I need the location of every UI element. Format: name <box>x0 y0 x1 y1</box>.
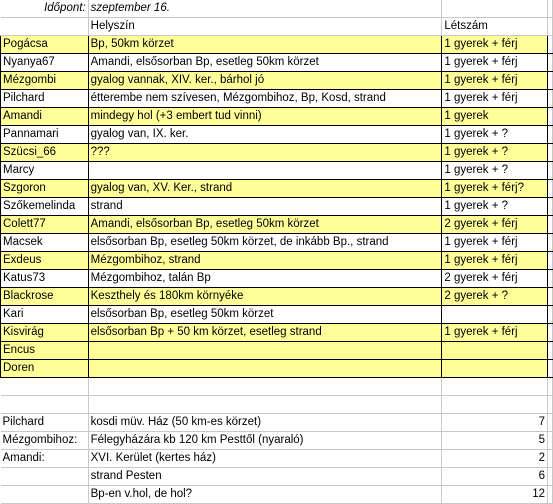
count-cell[interactable]: 1 gyerek <box>442 108 548 126</box>
empty-cell[interactable] <box>548 198 553 216</box>
column-header-place[interactable]: Helyszín <box>88 18 442 36</box>
blank-row <box>1 396 553 414</box>
nickname-cell[interactable]: Szücsi_66 <box>1 144 89 162</box>
table-row <box>1 306 553 324</box>
nickname-cell[interactable]: Macsek <box>1 234 89 252</box>
nickname-cell[interactable]: Pannamari <box>1 126 89 144</box>
empty-cell[interactable] <box>548 252 553 270</box>
summary-row <box>1 468 553 486</box>
empty-cell[interactable] <box>442 396 548 414</box>
empty-cell[interactable] <box>548 18 553 36</box>
nickname-cell[interactable]: Blackrose <box>1 288 89 306</box>
summary-place-cell[interactable]: kosdi müv. Ház (50 km-es körzet) <box>88 414 442 432</box>
place-cell[interactable]: strand <box>88 198 442 216</box>
empty-cell[interactable] <box>548 342 553 360</box>
empty-cell[interactable] <box>548 450 553 468</box>
empty-cell[interactable] <box>548 126 553 144</box>
table-row <box>1 144 553 162</box>
summary-value-cell[interactable]: 5 <box>442 432 548 450</box>
nickname-cell[interactable]: Mézgombi <box>1 72 89 90</box>
empty-cell[interactable] <box>548 468 553 486</box>
date-label-cell[interactable]: Időpont: <box>1 0 89 18</box>
nickname-cell[interactable]: Pogácsa <box>1 36 89 54</box>
count-cell[interactable] <box>442 306 548 324</box>
summary-value-cell[interactable]: 6 <box>442 468 548 486</box>
empty-cell[interactable] <box>548 396 553 414</box>
date-row <box>1 0 553 18</box>
empty-cell[interactable] <box>548 288 553 306</box>
summary-place-cell[interactable]: Félegyházára kb 120 km Pesttől (nyaraló) <box>88 432 442 450</box>
table-row <box>1 126 553 144</box>
place-cell[interactable]: Keszthely és 180km környéke <box>88 288 442 306</box>
summary-value-cell[interactable]: 12 <box>442 486 548 504</box>
empty-cell[interactable] <box>548 72 553 90</box>
table-row <box>1 360 553 378</box>
count-cell[interactable] <box>442 360 548 378</box>
table-row <box>1 216 553 234</box>
summary-label-cell[interactable]: Amandi: <box>1 450 89 468</box>
count-cell[interactable]: 1 gyerek + férj <box>442 72 548 90</box>
nickname-cell[interactable]: Marcy <box>1 162 89 180</box>
empty-cell[interactable] <box>1 378 89 396</box>
empty-cell[interactable] <box>548 360 553 378</box>
summary-row <box>1 432 553 450</box>
table-row <box>1 198 553 216</box>
table-row <box>1 180 553 198</box>
empty-cell[interactable] <box>548 270 553 288</box>
empty-cell[interactable] <box>442 0 548 18</box>
empty-cell[interactable] <box>1 396 89 414</box>
count-cell[interactable]: 1 gyerek + férj <box>442 234 548 252</box>
nickname-cell[interactable]: Exdeus <box>1 252 89 270</box>
empty-cell[interactable] <box>548 324 553 342</box>
summary-value-cell[interactable]: 2 <box>442 450 548 468</box>
nickname-cell[interactable]: Amandi <box>1 108 89 126</box>
table-row <box>1 324 553 342</box>
nickname-cell[interactable]: Colett77 <box>1 216 89 234</box>
table-row <box>1 342 553 360</box>
empty-cell[interactable] <box>88 396 442 414</box>
nickname-cell[interactable]: Szőkemelinda <box>1 198 89 216</box>
place-cell[interactable]: elsősorban Bp + 50 km körzet, esetleg strand <box>88 324 442 342</box>
empty-cell[interactable] <box>548 90 553 108</box>
nickname-cell[interactable]: Pilchard <box>1 90 89 108</box>
empty-cell[interactable] <box>548 306 553 324</box>
empty-cell[interactable] <box>548 0 553 18</box>
table-row <box>1 90 553 108</box>
place-cell[interactable]: Mézgombihoz, strand <box>88 252 442 270</box>
empty-cell[interactable] <box>88 378 442 396</box>
place-cell[interactable]: Bp, 50km körzet <box>88 36 442 54</box>
count-cell[interactable]: 1 gyerek + férj <box>442 36 548 54</box>
count-cell[interactable]: 1 gyerek + férj <box>442 252 548 270</box>
place-cell[interactable]: ??? <box>88 144 442 162</box>
place-cell[interactable] <box>88 360 442 378</box>
count-cell[interactable]: 1 gyerek + ? <box>442 126 548 144</box>
place-cell[interactable] <box>88 342 442 360</box>
nickname-cell[interactable]: Szgoron <box>1 180 89 198</box>
table-row <box>1 36 553 54</box>
table-row <box>1 108 553 126</box>
summary-place-cell[interactable]: XVI. Kerület (kertes ház) <box>88 450 442 468</box>
summary-label-cell[interactable]: Pilchard <box>1 414 89 432</box>
place-cell[interactable]: gyalog vannak, XIV. ker., bárhol jó <box>88 72 442 90</box>
empty-cell[interactable] <box>1 18 89 36</box>
count-cell[interactable]: 2 gyerek + ? <box>442 288 548 306</box>
count-cell[interactable]: 1 gyerek + férj <box>442 54 548 72</box>
place-cell[interactable]: Mézgombihoz, talán Bp <box>88 270 442 288</box>
nickname-cell[interactable]: Doren <box>1 360 89 378</box>
empty-cell[interactable] <box>548 234 553 252</box>
place-cell[interactable]: mindegy hol (+3 embert tud vinni) <box>88 108 442 126</box>
summary-label-cell[interactable] <box>1 468 89 486</box>
table-row <box>1 234 553 252</box>
count-cell[interactable]: 2 gyerek + férj <box>442 216 548 234</box>
place-cell[interactable]: Amandi, elsősorban Bp, esetleg 50km körzet <box>88 54 442 72</box>
empty-cell[interactable] <box>442 378 548 396</box>
summary-label-cell[interactable]: Mézgombihoz: <box>1 432 89 450</box>
summary-label-cell[interactable] <box>1 486 89 504</box>
summary-place-cell[interactable]: Bp-en v.hol, de hol? <box>88 486 442 504</box>
column-header-row <box>1 18 553 36</box>
count-cell[interactable]: 2 gyerek + férj <box>442 270 548 288</box>
blank-row <box>1 378 553 396</box>
place-cell[interactable]: Amandi, elsősorban Bp, esetleg 50km körzet <box>88 216 442 234</box>
place-cell[interactable]: gyalog van, XV. Ker., strand <box>88 180 442 198</box>
place-cell[interactable]: elsősorban Bp, esetleg 50km körzet, de inkább Bp., strand <box>88 234 442 252</box>
column-header-count[interactable]: Létszám <box>442 18 548 36</box>
table-row <box>1 54 553 72</box>
empty-cell[interactable] <box>548 180 553 198</box>
count-cell[interactable]: 1 gyerek + ? <box>442 198 548 216</box>
nickname-cell[interactable]: Encus <box>1 342 89 360</box>
empty-cell[interactable] <box>548 486 553 504</box>
nickname-cell[interactable]: Kisvirág <box>1 324 89 342</box>
empty-cell[interactable] <box>548 432 553 450</box>
count-cell[interactable] <box>442 342 548 360</box>
summary-row <box>1 450 553 468</box>
empty-cell[interactable] <box>548 144 553 162</box>
nickname-cell[interactable]: Kari <box>1 306 89 324</box>
empty-cell[interactable] <box>548 162 553 180</box>
empty-cell[interactable] <box>548 54 553 72</box>
empty-cell[interactable] <box>548 36 553 54</box>
table-row <box>1 288 553 306</box>
place-cell[interactable]: étterembe nem szívesen, Mézgombihoz, Bp, Kosd, strand <box>88 90 442 108</box>
summary-value-cell[interactable]: 7 <box>442 414 548 432</box>
count-cell[interactable]: 1 gyerek + férj <box>442 324 548 342</box>
place-cell[interactable]: elsősorban Bp, esetleg 50km körzet <box>88 306 442 324</box>
count-cell[interactable]: 1 gyerek + ? <box>442 162 548 180</box>
place-cell[interactable]: gyalog van, IX. ker. <box>88 126 442 144</box>
summary-row <box>1 486 553 504</box>
empty-cell[interactable] <box>548 108 553 126</box>
date-value-cell[interactable]: szeptember 16. <box>88 0 442 18</box>
empty-cell[interactable] <box>548 414 553 432</box>
count-cell[interactable]: 1 gyerek + férj? <box>442 180 548 198</box>
place-cell[interactable] <box>88 162 442 180</box>
table-row <box>1 72 553 90</box>
count-cell[interactable]: 1 gyerek + ? <box>442 144 548 162</box>
nickname-cell[interactable]: Nyanya67 <box>1 54 89 72</box>
table-row <box>1 270 553 288</box>
table-row <box>1 162 553 180</box>
nickname-cell[interactable]: Katus73 <box>1 270 89 288</box>
count-cell[interactable]: 1 gyerek + férj <box>442 90 548 108</box>
table-row <box>1 252 553 270</box>
summary-row <box>1 414 553 432</box>
summary-place-cell[interactable]: strand Pesten <box>88 468 442 486</box>
empty-cell[interactable] <box>548 216 553 234</box>
empty-cell[interactable] <box>548 378 553 396</box>
